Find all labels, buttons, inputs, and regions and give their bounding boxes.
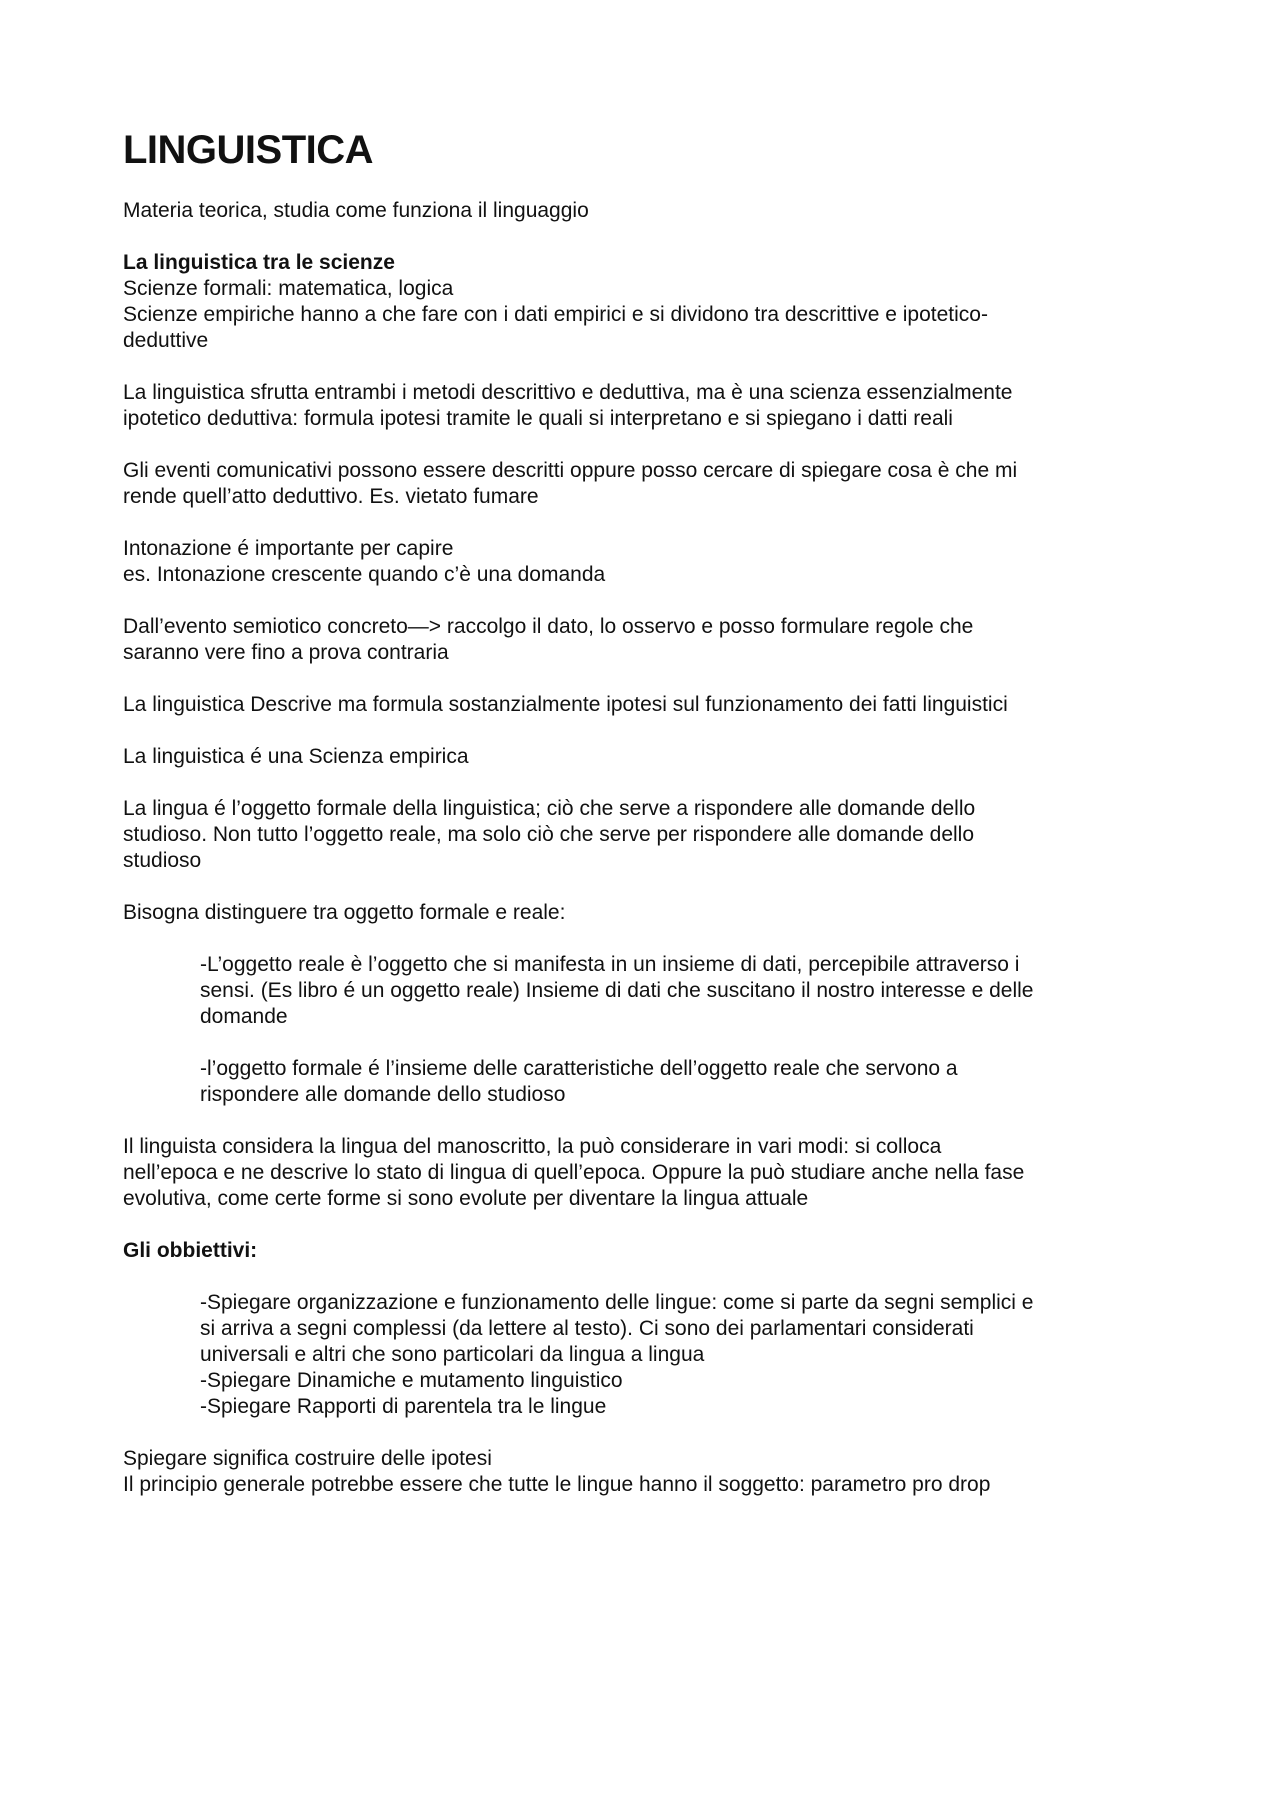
text-line: La linguistica Descrive ma formula sostanzialmente ipotesi sul funzionamento dei fatti linguistici bbox=[123, 693, 1008, 716]
text-line: domande bbox=[200, 1005, 288, 1028]
list-item: -Spiegare Dinamiche e mutamento linguistico bbox=[200, 1369, 623, 1392]
text-line: deduttive bbox=[123, 329, 209, 352]
paragraph-empirica bbox=[123, 744, 1163, 770]
paragraph-manoscritto bbox=[123, 1134, 1163, 1212]
text-line: rispondere alle domande dello studioso bbox=[200, 1083, 566, 1106]
text-line: nell’epoca e ne descrive lo stato di lingua di quell’epoca. Oppure la può studiare anche nella fase bbox=[123, 1161, 1025, 1184]
paragraph-eventi bbox=[123, 458, 1163, 510]
text-line: Il linguista considera la lingua del manoscritto, la può considerare in vari modi: si colloca bbox=[123, 1135, 942, 1158]
text-line: Spiegare significa costruire delle ipotesi bbox=[123, 1447, 492, 1470]
text-line: studioso. Non tutto l’oggetto reale, ma solo ciò che serve per rispondere alle domande dello bbox=[123, 823, 975, 846]
intro-paragraph bbox=[123, 198, 1163, 224]
text-line: -l’oggetto formale é l’insieme delle caratteristiche dell’oggetto reale che servono a bbox=[200, 1057, 958, 1080]
paragraph-descrive bbox=[123, 692, 1163, 718]
page-title: LINGUISTICA bbox=[123, 128, 374, 172]
text-line: Bisogna distinguere tra oggetto formale e reale: bbox=[123, 901, 566, 924]
text-line: Gli eventi comunicativi possono essere descritti oppure posso cercare di spiegare cosa è che mi bbox=[123, 459, 1018, 482]
text-line: La linguistica é una Scienza empirica bbox=[123, 745, 469, 768]
text-line: evolutiva, come certe forme si sono evolute per diventare la lingua attuale bbox=[123, 1187, 809, 1210]
text-line: studioso bbox=[123, 849, 202, 872]
text-line: Scienze empiriche hanno a che fare con i dati empirici e si dividono tra descrittive e ipotetico- bbox=[123, 303, 988, 326]
text-line: Intonazione é importante per capire bbox=[123, 537, 454, 560]
text-line: -L’oggetto reale è l’oggetto che si manifesta in un insieme di dati, percepibile attraverso i bbox=[200, 953, 1020, 976]
text-line: La linguistica sfrutta entrambi i metodi descrittivo e deduttiva, ma è una scienza essenzialmente bbox=[123, 381, 1013, 404]
text-line: Dall’evento semiotico concreto—> raccolgo il dato, lo osservo e posso formulare regole che bbox=[123, 615, 974, 638]
intro-line: Materia teorica, studia come funziona il linguaggio bbox=[123, 199, 589, 222]
text-line: Scienze formali: matematica, logica bbox=[123, 277, 454, 300]
text-line: sensi. (Es libro é un oggetto reale) Insieme di dati che suscitano il nostro interesse e delle bbox=[200, 979, 1034, 1002]
paragraph-evento bbox=[123, 614, 1163, 666]
text-line: rende quell’atto deduttivo. Es. vietato fumare bbox=[123, 485, 539, 508]
paragraph-intonazione bbox=[123, 536, 1163, 588]
paragraph-finale bbox=[123, 1446, 1163, 1498]
document-page bbox=[123, 126, 1163, 1524]
list-item: -Spiegare Rapporti di parentela tra le lingue bbox=[200, 1395, 607, 1418]
text-line: es. Intonazione crescente quando c’è una domanda bbox=[123, 563, 606, 586]
text-line: Il principio generale potrebbe essere che tutte le lingue hanno il soggetto: parametro pro drop bbox=[123, 1473, 991, 1496]
section-scienze bbox=[123, 250, 1163, 354]
paragraph-distinguere bbox=[123, 900, 1163, 926]
text-line: La lingua é l’oggetto formale della linguistica; ciò che serve a rispondere alle domande dello bbox=[123, 797, 976, 820]
text-line: ipotetico deduttiva: formula ipotesi tramite le quali si interpretano e si spiegano i datti reali bbox=[123, 407, 953, 430]
paragraph-lingua bbox=[123, 796, 1163, 874]
list-item: si arriva a segni complessi (da lettere al testo). Ci sono dei parlamentari considerati bbox=[200, 1317, 974, 1340]
list-item: universali e altri che sono particolari da lingua a lingua bbox=[200, 1343, 705, 1366]
list-item: -Spiegare organizzazione e funzionamento delle lingue: come si parte da segni semplici e bbox=[200, 1291, 1034, 1314]
item-oggetto-reale bbox=[123, 952, 1163, 1030]
section-heading: La linguistica tra le scienze bbox=[123, 251, 395, 274]
list-obiettivi bbox=[123, 1290, 1163, 1420]
text-line: saranno vere fino a prova contraria bbox=[123, 641, 449, 664]
section-obiettivi-heading bbox=[123, 1238, 1163, 1264]
item-oggetto-formale bbox=[123, 1056, 1163, 1108]
paragraph-deduttiva bbox=[123, 380, 1163, 432]
section-heading: Gli obbiettivi: bbox=[123, 1239, 258, 1262]
